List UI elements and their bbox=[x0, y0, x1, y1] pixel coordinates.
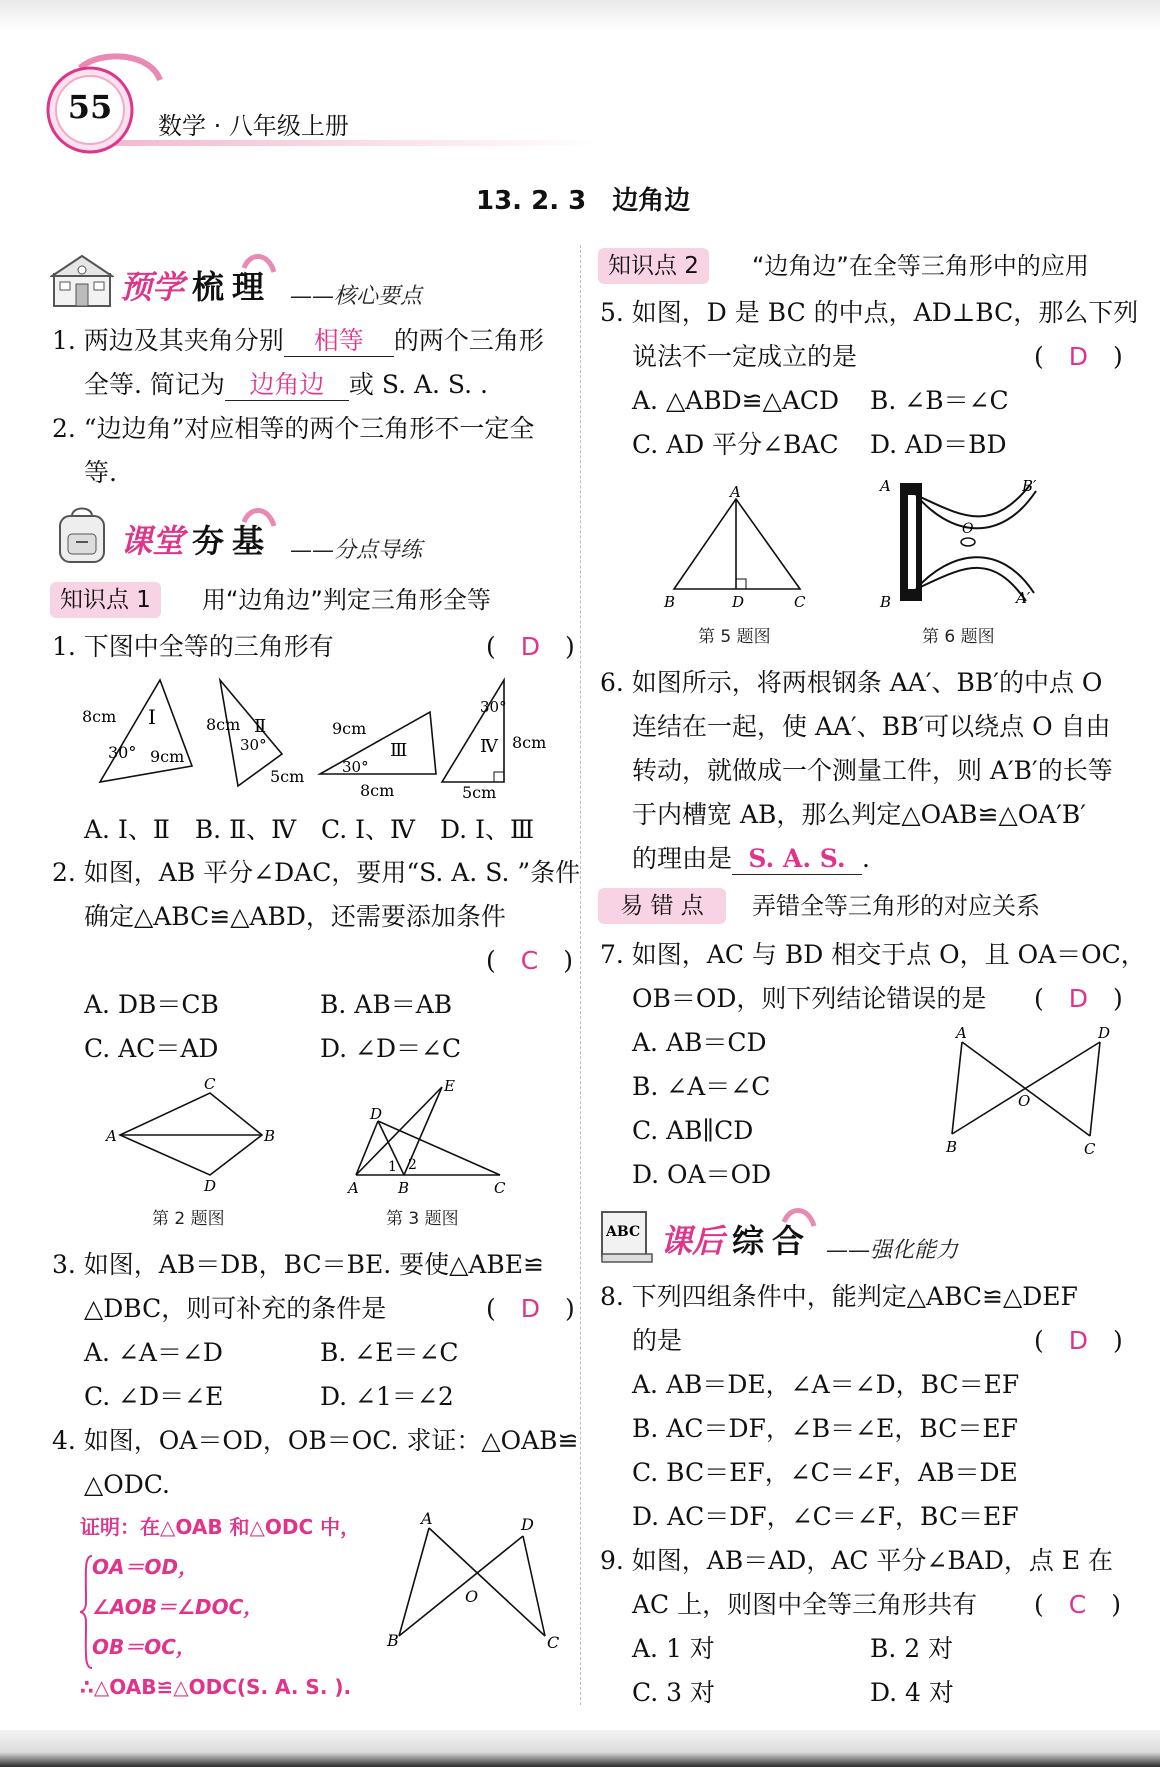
q2-option-a: A. DB＝CB bbox=[84, 990, 219, 1019]
q2-label-c: C bbox=[204, 1075, 216, 1093]
q6-label-b: B bbox=[880, 593, 892, 611]
q3-line2: △DBC，则可补充的条件是 bbox=[84, 1294, 387, 1323]
q1-options: A. Ⅰ、Ⅱ B. Ⅱ、Ⅳ C. Ⅰ、Ⅳ D. Ⅰ、Ⅲ bbox=[84, 815, 535, 844]
q8-option-d: D. AC＝DF，∠C＝∠F，BC＝EF bbox=[632, 1502, 1019, 1531]
q7-option-c: C. AB∥CD bbox=[632, 1116, 754, 1145]
q5-option-b: B. ∠B＝∠C bbox=[870, 386, 1009, 415]
q3-answer-paren: ( D ) bbox=[486, 1294, 575, 1323]
classroom-subtitle: ——分点导练 bbox=[290, 538, 423, 563]
kp1-tag: 知识点 1 bbox=[50, 582, 161, 618]
q3-option-b: B. ∠E＝∠C bbox=[320, 1338, 459, 1367]
preview-item1-line1: 1. 两边及其夹角分别 相等 的两个三角形 bbox=[52, 326, 544, 355]
q6-line5: 的理由是 S. A. S. . bbox=[632, 844, 870, 873]
q5-label-c: C bbox=[794, 593, 806, 611]
q5-label-b: B bbox=[664, 593, 676, 611]
q6-line2: 连结在一起，使 AA′、BB′可以绕点 O 自由 bbox=[632, 712, 1111, 741]
q3-label-1: 1 bbox=[388, 1159, 397, 1175]
q3-figure bbox=[340, 1075, 520, 1200]
q9-option-d: D. 4 对 bbox=[870, 1678, 954, 1707]
q4-figure bbox=[385, 1510, 565, 1660]
q4-line2: △ODC. bbox=[84, 1470, 170, 1499]
preview-item2-line2: 等. bbox=[84, 458, 117, 487]
q5-line2: 说法不一定成立的是 bbox=[632, 342, 858, 371]
q5-option-c: C. AD 平分∠BAC bbox=[632, 430, 839, 459]
q7-label-d: D bbox=[1098, 1024, 1111, 1042]
q1-tri2-side-b: 5cm bbox=[270, 767, 305, 786]
q1-tri2-side-a: 8cm bbox=[206, 715, 241, 734]
q7-option-b: B. ∠A＝∠C bbox=[632, 1072, 771, 1101]
q3-line1: 3. 如图，AB＝DB，BC＝BE. 要使△ABE≌ bbox=[52, 1250, 544, 1279]
q6-label-b2: B′ bbox=[1022, 477, 1037, 495]
q1-tri3-angle: 30° bbox=[342, 758, 369, 776]
q2-label-a: A bbox=[106, 1127, 117, 1145]
q5-label-d: D bbox=[732, 593, 745, 611]
q6-label-a2: A′ bbox=[1016, 589, 1031, 607]
q7-label-o: O bbox=[1018, 1092, 1031, 1110]
preview-subtitle: ——核心要点 bbox=[290, 284, 423, 309]
q2-answer-paren: ( C ) bbox=[486, 946, 573, 975]
q4-proof-line5: ∴△OAB≌△ODC(S. A. S. ). bbox=[80, 1675, 352, 1699]
q4-proof-line3: ∠AOB＝∠DOC， bbox=[92, 1595, 264, 1619]
q3-label-c: C bbox=[494, 1179, 506, 1197]
q7-line2: OB＝OD，则下列结论错误的是 bbox=[632, 984, 987, 1013]
backpack-icon bbox=[50, 504, 114, 570]
q4-label-a: A bbox=[421, 1510, 433, 1528]
q7-label-b: B bbox=[946, 1138, 958, 1156]
q6-label-a: A bbox=[880, 477, 891, 495]
q1-tri4-side-b: 5cm bbox=[462, 783, 497, 802]
q1-tri1-angle: 30° bbox=[108, 743, 137, 762]
preview-section-title: 预学 梳 理 bbox=[120, 268, 265, 306]
q5-option-a: A. △ABD≌△ACD bbox=[632, 386, 840, 415]
q6-line3: 转动，就做成一个测量工件，则 A′B′的长等 bbox=[632, 756, 1113, 785]
q3-label-b: B bbox=[398, 1179, 410, 1197]
kp2-tag: 知识点 2 bbox=[598, 248, 709, 284]
q9-option-c: C. 3 对 bbox=[632, 1678, 715, 1707]
q1-triangle-4 bbox=[442, 680, 504, 782]
q2-caption: 第 2 题图 bbox=[152, 1209, 225, 1229]
q1-triangle-1 bbox=[100, 680, 192, 782]
q5-answer-paren: ( D ) bbox=[1034, 342, 1123, 371]
q8-answer-paren: ( D ) bbox=[1034, 1326, 1123, 1355]
page-number: 55 bbox=[67, 88, 113, 126]
after-swoosh bbox=[780, 1202, 820, 1232]
q3-option-d: D. ∠1＝∠2 bbox=[320, 1382, 454, 1411]
q1-tri4-roman: Ⅳ bbox=[480, 736, 498, 757]
q4-label-b: B bbox=[387, 1631, 399, 1650]
school-icon bbox=[50, 250, 114, 314]
book-icon-text: ABC bbox=[606, 1224, 641, 1240]
lesson-title: 13. 2. 3 边角边 bbox=[476, 186, 691, 216]
q5-caption: 第 5 题图 bbox=[698, 627, 771, 647]
q8-option-b: B. AC＝DF，∠B＝∠E，BC＝EF bbox=[632, 1414, 1018, 1443]
q8-option-c: C. BC＝EF，∠C＝∠F，AB＝DE bbox=[632, 1458, 1018, 1487]
mistake-tag: 易 错 点 bbox=[598, 888, 726, 924]
q8-line2: 的是 bbox=[632, 1326, 683, 1355]
q6-label-o: O bbox=[962, 521, 974, 537]
preview-swoosh bbox=[240, 248, 280, 278]
q9-option-a: A. 1 对 bbox=[632, 1634, 715, 1663]
book-icon bbox=[596, 1206, 660, 1270]
preview-item2-line1: 2. “边边角”对应相等的两个三角形不一定全 bbox=[52, 414, 535, 443]
q5-option-d: D. AD＝BD bbox=[870, 430, 1007, 459]
q3-caption: 第 3 题图 bbox=[386, 1209, 459, 1229]
q3-label-2: 2 bbox=[408, 1157, 417, 1173]
q6-caption: 第 6 题图 bbox=[922, 627, 995, 647]
q2-figure bbox=[100, 1075, 280, 1195]
q7-label-c: C bbox=[1084, 1140, 1096, 1158]
q6-line1: 6. 如图所示，将两根钢条 AA′、BB′的中点 O bbox=[600, 668, 1103, 697]
q9-option-b: B. 2 对 bbox=[870, 1634, 954, 1663]
q1-tri2-roman: Ⅱ bbox=[254, 716, 267, 737]
after-subtitle: ——强化能力 bbox=[826, 1238, 959, 1263]
preview-item1-line2: 全等. 简记为 边角边 或 S. A. S. . bbox=[84, 370, 489, 399]
q4-label-d: D bbox=[521, 1515, 534, 1534]
q5-figure bbox=[660, 485, 810, 615]
q8-line1: 8. 下列四组条件中，能判定△ABC≌△DEF bbox=[600, 1282, 1078, 1311]
q1-tri4-angle: 30° bbox=[480, 698, 507, 716]
q4-proof-line1: 证明：在△OAB 和△ODC 中， bbox=[80, 1515, 361, 1539]
q4-proof-line4: OB＝OC， bbox=[92, 1635, 196, 1659]
q5-line1: 5. 如图，D 是 BC 的中点，AD⊥BC，那么下列 bbox=[600, 298, 1139, 327]
kp1-title: 用“边角边”判定三角形全等 bbox=[202, 586, 491, 614]
q1-stem: 1. 下图中全等的三角形有 bbox=[52, 632, 334, 661]
kp2-title: “边角边”在全等三角形中的应用 bbox=[752, 252, 1089, 280]
q4-proof-line2: OA＝OD， bbox=[92, 1555, 199, 1579]
q7-line1: 7. 如图，AC 与 BD 相交于点 O，且 OA＝OC， bbox=[600, 940, 1146, 969]
q2-label-b: B bbox=[264, 1127, 276, 1145]
bottom-bar bbox=[0, 1730, 1160, 1767]
q3-label-e: E bbox=[444, 1077, 455, 1095]
q6-line4: 于内槽宽 AB，那么判定△OAB≌△OA′B′ bbox=[632, 800, 1086, 829]
q9-answer-paren: ( C ) bbox=[1034, 1590, 1121, 1619]
q3-label-d: D bbox=[370, 1105, 383, 1123]
q4-label-c: C bbox=[547, 1633, 560, 1652]
q3-label-a: A bbox=[348, 1179, 359, 1197]
q4-label-o: O bbox=[465, 1587, 479, 1606]
q7-figure bbox=[940, 1022, 1120, 1162]
q2-line1: 2. 如图，AB 平分∠DAC，要用“S. A. S. ”条件 bbox=[52, 858, 581, 887]
q2-line2: 确定△ABC≌△ABD，还需要添加条件 bbox=[84, 902, 506, 931]
q4-line1: 4. 如图，OA＝OD，OB＝OC. 求证：△OAB≌ bbox=[52, 1426, 579, 1455]
mistake-title: 弄错全等三角形的对应关系 bbox=[752, 892, 1040, 920]
q1-tri2-angle: 30° bbox=[240, 736, 267, 754]
q1-tri3-roman: Ⅲ bbox=[390, 740, 408, 761]
q9-line2: AC 上，则图中全等三角形共有 bbox=[632, 1590, 978, 1619]
q2-option-c: C. AC＝AD bbox=[84, 1034, 219, 1063]
q1-tri4-side-a: 8cm bbox=[512, 733, 547, 752]
q3-option-a: A. ∠A＝∠D bbox=[84, 1338, 223, 1367]
after-section-title: 课后 综 合 bbox=[660, 1222, 805, 1260]
subject-label: 数学 · 八年级上册 bbox=[158, 112, 349, 140]
header-band bbox=[40, 50, 600, 160]
q5-label-a: A bbox=[730, 485, 741, 501]
q1-tri3-side-a: 9cm bbox=[332, 719, 367, 738]
classroom-swoosh bbox=[240, 502, 280, 532]
q9-line1: 9. 如图，AB＝AD，AC 平分∠BAD，点 E 在 bbox=[600, 1546, 1114, 1575]
q1-answer-paren: ( D ) bbox=[486, 632, 575, 661]
q1-tri1-roman: Ⅰ bbox=[148, 705, 156, 729]
q1-tri3-side-b: 8cm bbox=[360, 781, 395, 800]
q2-option-d: D. ∠D＝∠C bbox=[320, 1034, 462, 1063]
q1-tri1-side-a: 8cm bbox=[82, 707, 117, 726]
q7-option-d: D. OA＝OD bbox=[632, 1160, 772, 1189]
classroom-section-title: 课堂 夯 基 bbox=[120, 522, 265, 560]
q2-option-b: B. AB＝AB bbox=[320, 990, 453, 1019]
q6-figure bbox=[870, 475, 1050, 615]
q2-label-d: D bbox=[204, 1177, 217, 1195]
q1-tri1-side-b: 9cm bbox=[150, 747, 185, 766]
q8-option-a: A. AB＝DE，∠A＝∠D，BC＝EF bbox=[632, 1370, 1020, 1399]
q3-option-c: C. ∠D＝∠E bbox=[84, 1382, 224, 1411]
column-divider bbox=[580, 245, 581, 1705]
q7-answer-paren: ( D ) bbox=[1034, 984, 1123, 1013]
header bbox=[0, 0, 1160, 160]
q7-label-a: A bbox=[956, 1024, 967, 1042]
q7-option-a: A. AB＝CD bbox=[632, 1028, 767, 1057]
q1-figure bbox=[70, 672, 550, 802]
